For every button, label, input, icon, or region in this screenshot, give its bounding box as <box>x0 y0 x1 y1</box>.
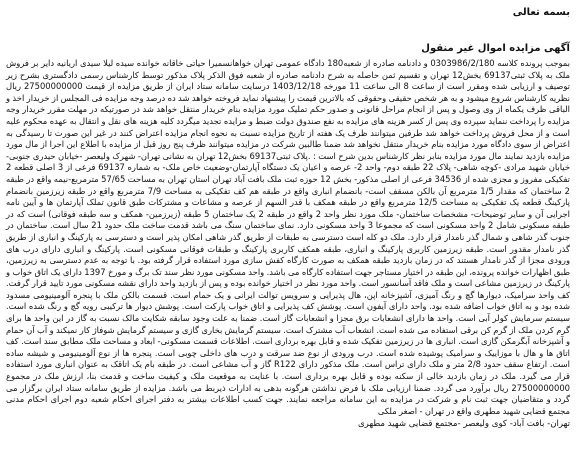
bismillah-heading: بسمه تعالی <box>512 7 570 18</box>
notice-footer <box>6 418 570 430</box>
footer-address-line: تهران- بافت آباد- کوی ولیعصر -مجتمع قضایی شهید مطهری <box>357 419 570 430</box>
notice-title: آگهی مزایده اموال غیر منقول <box>421 43 570 54</box>
notice-body-text: بموجب پرونده کلاسه 0303986/2/180 و دادنامه صادره از شعبه180 دادگاه عمومی تهران خواهانسمیرا حیاتی خاقانه خوانده سیده لیلا سیدی اریانیه دایر بر فروش ملک به پلاک ثبتی69137 بخش12 تهران و تقسیم ثمن حاصله به شرح دادنامه صادره از شعبه فوق الذکر پلاک مذکور توسط کارشناس رسمی دادگستری بشرح زیر توصیف و ارزیابی شده ومقرر است از ساعت 8 الی ساعت 11 مورخه 1403/12/18 درسایت سامانه ستاد ایران از طریق مزایده از قیمت 27500000000 ریال نظریه کارشناس شروع میشود و به هر شخص حقیقی وحقوقی که بالاترین قیمت را پیشنهاد نماید فروخته خواهد شد ده درصد وجه مزایده فی المجلس از خریدار اخذ و الباقی ظرف یکماه از وی وصول و پس از انجام مراحل قانونی و صدور حکم تملیک مورد مزایده بنام خریدار منتقل خواهد شد در صورتیکه در مهلت مقرر خریدار وجه مزایده را پرداخت ننماید سپرده وی پس از کسر هزینه های مزایده به نفع صندوق دولت ضبط و مزایده تجدید میگردد کلیه هزینه های نقل و انتقال به عهده محکوم علیه است و از محل فروش پرداخت خواهد شد طرفین میتوانند ظرف یک هفته از تاریخ مزایده نسبت به نحوه انجام مزایده اعتراض کنند در غیر این صورت تا رسیدگی به اعتراض از سوی دادگاه مورد مزایده بنام خریدار منتقل نخواهد شد ضمنا طالبین شرکت در مزایده میتوانند ظرف پنج روز قبل از مزایده با اطلاع این اجرا از مال مورد مزایده بازدید نمایند مال مورد مزایده بنابر نظر کارشناس بدین شرح است : .پلاک ثبتی69137 بخش12 تهران به نشانی تهران- شهرک ولیعصر -خیابان حیدری جنوبی- خیابان شهید مرادی -کوچه شاهی- پلاک 22 طبقه دوم- واحد 2- عرصه و اعیان یک دستگاه آپارتمان-وضعیت خاص ملک- به شماره 69137 فرعی از 3 اصلی قطعه 2 تفکیکی مفروز و مجزی شده از 34536 فرعی از اصلی مذکور- بخش 12 حوزه ثبت ملک بافت آباد تهران استان تهران به مساحت 57/65 مترمربع-نیمه واقع در طبقه 2 ساختمان که مقدار 1/5 مترمربع آن بالکن مسقف است- بانضمام انباری واقع در طبقه هم کف تفکیکی به مساحت 7/9 مترمربع واقع در طبقه زیرزمین بانضمام پارکینگ قطعه یک تفکیکی به مساحت 12/5 مترمربع واقع در طبقه همکف با قدر السهم از عرصه و مشاعات و مشترکات طبق قانون تملک آپارتمان ها و آیین نامه اجرایی آن و سایر توضیحات- مشخصات ساختمان- ملک مورد نظر واحد 2 واقع در طبقه 2 یک ساختمان 5 طبقه (زیرزمین- همکف و سه طبقه فوقانی) است که در طبقه مسکونی شامل 2 واحد مسکونی است که مجموعا 3 واحد مسکونی دارد. نمای ساختمان سنگ می باشد قدمت ساخت ملک حدود 21 سال است. ساختمان در جنوب گذر شاهی و شمال گذر نامدار قرار دارد. ملک دو کله است دسترسی به طبقات از طریق گذر شاهی امکان پذیر است و دسترسی به پارکینگ و انباری از طریق گذر نامدار مقدور است. طبقه زیرزمین کاربری پارکینگ و انباری، طبقه همکف کاربری پارکینگ و طبقات فوقانی مسکونی است. پارکینگ و انباری دارای درب های ورودی مجزا از گذر نامدار هستند که در زمان بازدید طبقه همکف به صورت کارگاه کفش سازی مورد استفاده قرار گرفته بود. با توجه به عدم دسترسی به زیرزمین، طبق اظهارات خوانده پرونده، این طبقه در اختیار مستاجر جهت استفاده کارگاه می باشد. واحد مسکونی مورد نظر سند تک برگ و مورخ 1397 دارای یک اتاق خواب و پارکینگ در زیرزمین مشاعی است و ملک فاقد آسانسور است. واحد مورد نظر در اختیار خوانده بوده و پس از بازدید واحد دارای نقشه مسکونی مورد تایید قرار گرفت. کف واحد سرامیک، دیوارها گچ و رنگ آمیزی، آشپزخانه اپن، هال پذیرایی و سرویس توالت ایرانی و یک حمام است. قسمت بالکن ملک با پنجره آلومینیومی مسدود شده بود و به اتاق خواب اضافه شده بود. واحد دارای آیفون است. پوشش کف پذیرایی و اتاق خواب پارکت است. پوشش دیوار ها ترکیبی رویه گچ و رنگ شده است. سیستم سرمایش کولر آبی است. واحد ها دارای انشعابات برق مجزا و انشعابات گاز است. ضمنا به علت وجود سابقه شکایت مالک نسبت به گاز در این واحد ها برای گرم کردن ملک از گرم کن برقی استفاده می شده است. انشعاب آب مشترک است. سیستم گرمایش بخاری گازی و سیستم گرمایش شوفاژ کار نمیکند و آب آن حمام و آشپزخانه آبگرمکن گازی است. انباری ها در زیرزمین تفکیک شده و قابل بهره برداری است. اطلاعات قسمت مسکونی- ابعاد و مساحت ملک مطابق سند است. کف اتاق ها و هال با موزاییک و سرامیک پوشیده شده است. درب ورودی از نوع ضد سرقت و درب های داخلی چوبی است. پنجره ها از نوع آلومینیومی و شیشه ساده است. ارتفاع سقف حدود 2/8 متر و ملک دارای تراس است. ملک مذکور دارای R122 گاز و آب مشاعی است. در طبقه بام یک اتاقک به عنوان انباری مورد استفاده قرار می گیرد. ملک در زمان بازدید خالی از سکنه بوده و قابل بهره برداری است. با عنایت به موقعیت ملک و کیفیت ساخت و قدمت بنا، ارزش ملک در مجموع 27500000000 ریال برآورد می گردد. ضمنا ارزیابی ملک با فرض نداشتن هرگونه بدهی به ادارات ذیربط می باشد. مزایده از طریق سامانه ستاد ایران برگزار می گردد و متقاضیان جهت ثبت نام و شرکت در مزایده به این سامانه مراجعه نمایند. جهت کسب اطلاعات بیشتر به دفتر اجرای احکام شعبه دوم اجرای احکام مدنی مجتمع قضایی شهید مطهری واقع در تهران - اصغر ملکی <box>6 58 571 416</box>
